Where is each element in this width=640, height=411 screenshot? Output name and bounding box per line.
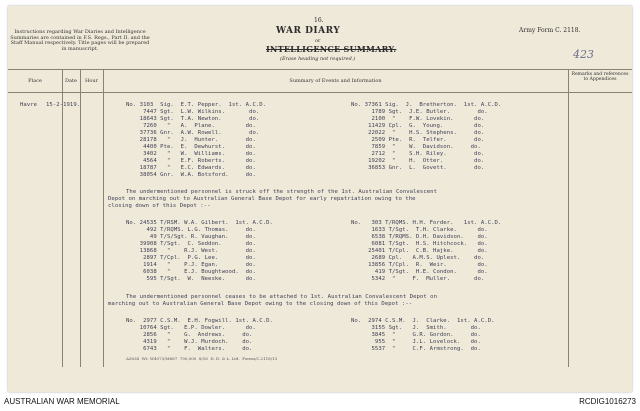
paragraph-line: Depot on marching out to Australian General Base Depot for early repatriation owing to the	[108, 196, 416, 202]
erase-note: (Erase heading not required.)	[280, 56, 356, 62]
column-divider-summary	[568, 69, 569, 367]
list-item-right: 13856 T/Cpl. R. Weir. do.	[351, 262, 488, 268]
list-item-left: 4400 Pte. E. Dewhurst. do.	[126, 144, 256, 150]
table-header-rule	[8, 92, 632, 93]
paragraph-line: The undermentioned personnel ceases to be attached to 1st. Australian Convalescent Depot on	[126, 294, 438, 300]
list-item-right: 6538 T/RQMS. D.H. Davidson. do.	[351, 234, 488, 240]
list-item-left: 13868 " R.J. West. do.	[126, 248, 256, 254]
column-divider-date	[80, 69, 81, 367]
column-header-remarks: Remarks and references to Appendices	[571, 72, 629, 83]
list-item-right: 22022 " H.S. Stephens. do.	[351, 130, 485, 136]
column-header-summary: Summary of Events and Information	[289, 78, 382, 84]
title-or: or	[315, 38, 321, 44]
list-item-left: 2856 " G. Andrews. do.	[126, 332, 253, 338]
list-item-right: 1789 Sgt. J.E. Butler. do.	[351, 109, 488, 115]
list-item-right: 11429 Cpl. G. Young. do.	[351, 123, 485, 129]
paragraph-line: closing down of this Depot :--	[108, 203, 211, 209]
page-number: 16.	[314, 17, 324, 24]
list-item-left: 3402 " W. Williams. do.	[126, 151, 256, 157]
list-item-right: 955 " J.L. Lovelock. do.	[351, 339, 481, 345]
list-item-left: 2897 T/Cpl. P.G. Lee. do.	[126, 255, 256, 261]
handwritten-folio-number: 423	[573, 48, 594, 61]
list-item-left: 18787 " E.C. Edwards. do.	[126, 165, 256, 171]
list-item-left: No. 2977 C.S.M. E.H. Fogwill. 1st. A.C.D.	[126, 318, 273, 324]
list-item-right: 3845 " G.R. Gordon. do.	[351, 332, 481, 338]
list-item-left: 39908 T/Sgt. C. Seddon. do.	[126, 241, 256, 247]
list-item-left: 38054 Gnr. W.A. Botsford. do.	[126, 172, 256, 178]
list-item-right: 2689 Cpl. A.M.S. Uplest. do.	[351, 255, 485, 261]
list-item-left: 595 T/Sgt. W. Neeske. do.	[126, 276, 256, 282]
list-item-left: 4564 " E.F. Roberts. do.	[126, 158, 256, 164]
list-item-right: No. 303 T/RQMS. H.H. Forder. 1st. A.C.D.	[351, 220, 502, 226]
list-item-left: 4319 " W.J. Murdoch. do.	[126, 339, 253, 345]
page-subtitle: INTELLIGENCE SUMMARY.	[266, 44, 397, 54]
instructions-note: Instructions regarding War Diaries and Intelligence Summaries are contained in F.S. Regs., Part II. and the Staff Manual respectively. Title pages will be prepared in manuscript.	[10, 29, 150, 52]
column-header-place: Place	[28, 78, 42, 84]
list-item-right: No. 2974 C.S.M. J. Clarke. 1st. A.C.D.	[351, 318, 495, 324]
list-item-right: 2509 Pte. R. Telfer. do.	[351, 137, 485, 143]
column-header-date: Date	[65, 78, 77, 84]
entry-date: 15-2-1919.	[46, 102, 81, 108]
paragraph-line: marching out to Australian General Base Depot owing to the closing down of this Depot :--	[108, 301, 413, 307]
list-item-left: 18643 Sgt. T.A. Newton. do.	[126, 116, 260, 122]
column-header-hour: Hour	[85, 78, 98, 84]
list-item-right: 6081 T/Sgt. H.S. Hitchcock. do.	[351, 241, 488, 247]
entry-place: Havre	[20, 102, 38, 108]
list-item-right: 2100 " F.W. Lovekin. do.	[351, 116, 485, 122]
list-item-right: No. 37361 Sig. J. Bretherton. 1st. A.C.D.	[351, 102, 502, 108]
war-diary-page	[8, 6, 632, 392]
list-item-left: 7260 " A. Plane. do.	[126, 123, 256, 129]
army-form-label: Army Form C. 2118.	[519, 27, 581, 34]
list-item-left: 6038 " E.J. Boughtwood. do.	[126, 269, 256, 275]
paragraph-line: The undermentioned personnel is struck off the strength of the 1st. Australian Convalescent	[126, 189, 438, 195]
list-item-left: 28178 " J. Hunter. do.	[126, 137, 256, 143]
list-item-right: 7859 " W. Davidson. do.	[351, 144, 481, 150]
footer-source-label: AUSTRALIAN WAR MEMORIAL	[4, 397, 120, 406]
list-item-left: 7447 Sgt. L.W. Wilkins. do.	[126, 109, 260, 115]
table-top-rule	[8, 69, 632, 70]
list-item-left: 49 T/S/Sgt. R. Vaughan. do.	[126, 234, 256, 240]
list-item-right: 2712 " S.H. Riley. do.	[351, 151, 485, 157]
list-item-right: 5342 " F. Muller. do.	[351, 276, 485, 282]
printer-imprint: A5834 Wt. W4973/M687 750,000 8/16 D. D. & L. Ltd. Forms/C.2118/13	[126, 356, 278, 361]
footer-record-id: RCDIG1016273	[579, 397, 636, 406]
list-item-left: 37736 Gnr. A.W. Rowell. do.	[126, 130, 260, 136]
list-item-right: 1633 T/Sgt. T.H. Clarke. do.	[351, 227, 488, 233]
list-item-left: 10764 Sgt. E.P. Dowler. do.	[126, 325, 256, 331]
column-divider-place	[62, 69, 63, 367]
list-item-right: 19202 " H. Otter. do.	[351, 158, 485, 164]
list-item-right: 25401 T/Cpl. C.B. Hajke. do.	[351, 248, 488, 254]
column-divider-hour	[103, 69, 104, 367]
list-item-right: 36853 Gnr. L. Govett. do.	[351, 165, 485, 171]
list-item-right: 3155 Sgt. J. Smith. do.	[351, 325, 481, 331]
page-title: WAR DIARY	[276, 26, 341, 36]
list-item-left: 1914 " P.J. Egan. do.	[126, 262, 256, 268]
list-item-left: 492 T/RQMS. L.G. Thomas. do.	[126, 227, 256, 233]
list-item-left: 6743 " F. Walters. do.	[126, 346, 253, 352]
list-item-right: 5537 " C.F. Armstrong. do.	[351, 346, 481, 352]
list-item-left: No. 24535 T/RSM. W.A. Gilbert. 1st. A.C.D.	[126, 220, 273, 226]
list-item-left: No. 3103 Sig. E.T. Pepper. 1st. A.C.D.	[126, 102, 267, 108]
list-item-right: 419 T/Sgt. H.E. Condon. do.	[351, 269, 488, 275]
